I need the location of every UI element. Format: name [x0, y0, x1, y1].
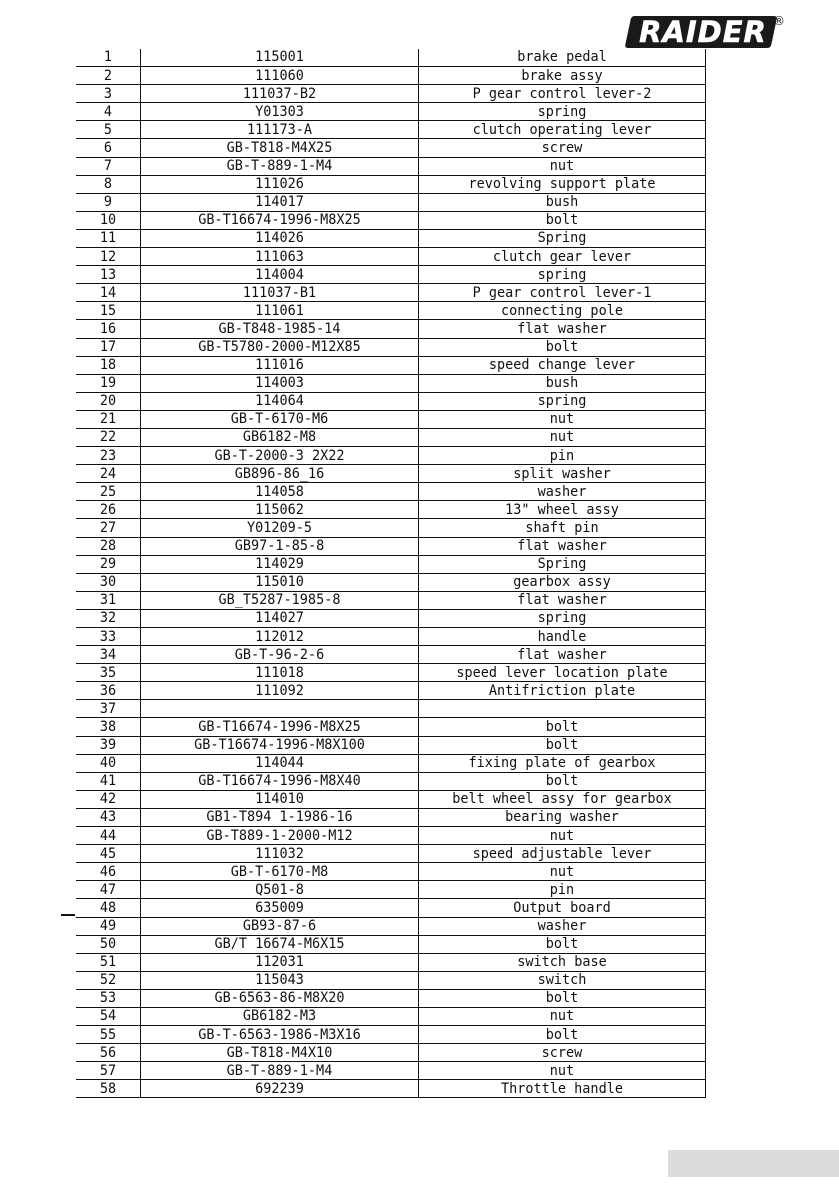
part-number-cell: 23	[76, 446, 141, 465]
part-code-cell: 115062	[141, 500, 419, 519]
part-code-cell: 111016	[141, 356, 419, 375]
table-row	[76, 248, 706, 266]
part-description-cell: 13" wheel assy	[419, 500, 706, 519]
page-number-tab	[668, 1150, 839, 1177]
part-number-cell: 42	[76, 790, 141, 809]
part-code-cell: 114044	[141, 754, 419, 773]
part-number-cell: 56	[76, 1043, 141, 1062]
table-row	[76, 718, 706, 736]
part-number-cell: 9	[76, 193, 141, 212]
part-number-cell: 57	[76, 1061, 141, 1080]
table-row	[76, 899, 706, 917]
part-number-cell: 58	[76, 1079, 141, 1098]
table-row	[76, 845, 706, 863]
table-row	[76, 428, 706, 446]
table-row	[76, 501, 706, 519]
table-row	[76, 49, 706, 67]
table-row	[76, 139, 706, 157]
part-description-cell: bush	[419, 193, 706, 212]
part-number-cell: 37	[76, 699, 141, 718]
part-description-cell: P gear control lever-1	[419, 283, 706, 302]
part-code-cell: 114010	[141, 790, 419, 809]
part-description-cell: brake assy	[419, 66, 706, 85]
part-code-cell: GB6182-M8	[141, 428, 419, 447]
part-description-cell: clutch gear lever	[419, 247, 706, 266]
part-number-cell: 3	[76, 84, 141, 103]
part-description-cell: washer	[419, 482, 706, 501]
part-description-cell: spring	[419, 392, 706, 411]
part-number-cell: 16	[76, 319, 141, 338]
part-description-cell: switch base	[419, 953, 706, 972]
part-number-cell: 6	[76, 139, 141, 158]
table-row	[76, 772, 706, 790]
part-code-cell: 111037-B1	[141, 283, 419, 302]
table-row	[76, 85, 706, 103]
table-row	[76, 229, 706, 247]
part-number-cell: 48	[76, 898, 141, 917]
part-number-cell: 44	[76, 826, 141, 845]
part-code-cell: GB97-1-85-8	[141, 537, 419, 556]
part-code-cell: GB-T-6170-M8	[141, 862, 419, 881]
part-code-cell: 111092	[141, 681, 419, 700]
table-row	[76, 211, 706, 229]
part-code-cell: GB-T5780-2000-M12X85	[141, 338, 419, 357]
part-description-cell: revolving support plate	[419, 175, 706, 194]
table-row	[76, 1044, 706, 1062]
part-number-cell: 51	[76, 953, 141, 972]
part-description-cell: spring	[419, 265, 706, 284]
part-number-cell: 25	[76, 482, 141, 501]
part-number-cell: 8	[76, 175, 141, 194]
part-description-cell: nut	[419, 1061, 706, 1080]
part-description-cell: washer	[419, 917, 706, 936]
part-description-cell: pin	[419, 446, 706, 465]
table-row	[76, 682, 706, 700]
part-description-cell: bolt	[419, 338, 706, 357]
part-description-cell: handle	[419, 627, 706, 646]
part-description-cell: spring	[419, 609, 706, 628]
table-row	[76, 157, 706, 175]
part-code-cell: GB-T818-M4X25	[141, 139, 419, 158]
part-code-cell: GB-T16674-1996-M8X40	[141, 772, 419, 791]
part-code-cell: 114058	[141, 482, 419, 501]
table-row	[76, 646, 706, 664]
part-code-cell: 114026	[141, 229, 419, 248]
part-code-cell: Y01209-5	[141, 518, 419, 537]
part-code-cell: GB-6563-86-M8X20	[141, 989, 419, 1008]
part-code-cell: GB/T 16674-M6X15	[141, 935, 419, 954]
part-description-cell: bearing washer	[419, 808, 706, 827]
part-description-cell: Antifriction plate	[419, 681, 706, 700]
part-number-cell: 20	[76, 392, 141, 411]
part-number-cell: 27	[76, 518, 141, 537]
part-code-cell: 111060	[141, 66, 419, 85]
part-description-cell: nut	[419, 862, 706, 881]
part-description-cell: bush	[419, 374, 706, 393]
part-number-cell: 19	[76, 374, 141, 393]
brand-logo: RAIDER	[639, 15, 767, 49]
part-code-cell: 111061	[141, 301, 419, 320]
part-number-cell: 21	[76, 410, 141, 429]
part-description-cell: Throttle handle	[419, 1079, 706, 1098]
part-description-cell: speed change lever	[419, 356, 706, 375]
part-description-cell: Output board	[419, 898, 706, 917]
table-row	[76, 827, 706, 845]
part-description-cell: nut	[419, 1007, 706, 1026]
table-row	[76, 736, 706, 754]
part-description-cell	[419, 699, 706, 718]
part-description-cell: flat washer	[419, 645, 706, 664]
part-number-cell: 45	[76, 844, 141, 863]
table-row	[76, 410, 706, 428]
table-row	[76, 266, 706, 284]
part-code-cell: 115010	[141, 573, 419, 592]
part-code-cell: 114003	[141, 374, 419, 393]
part-code-cell: GB_T5287-1985-8	[141, 591, 419, 610]
part-description-cell: screw	[419, 139, 706, 158]
part-code-cell: 114027	[141, 609, 419, 628]
part-code-cell: 115001	[141, 49, 419, 67]
part-description-cell: P gear control lever-2	[419, 84, 706, 103]
table-row	[76, 1080, 706, 1098]
part-description-cell: switch	[419, 971, 706, 990]
table-row	[76, 193, 706, 211]
part-number-cell: 17	[76, 338, 141, 357]
table-row	[76, 953, 706, 971]
part-code-cell: 115043	[141, 971, 419, 990]
part-number-cell: 26	[76, 500, 141, 519]
part-code-cell: 111032	[141, 844, 419, 863]
table-row	[76, 573, 706, 591]
part-code-cell: 111037-B2	[141, 84, 419, 103]
part-code-cell: GB896-86_16	[141, 464, 419, 483]
table-row	[76, 465, 706, 483]
table-row	[76, 103, 706, 121]
part-description-cell: speed adjustable lever	[419, 844, 706, 863]
part-code-cell: 114064	[141, 392, 419, 411]
part-number-cell: 10	[76, 211, 141, 230]
part-description-cell: split washer	[419, 464, 706, 483]
part-description-cell: bolt	[419, 989, 706, 1008]
part-number-cell: 31	[76, 591, 141, 610]
part-description-cell: bolt	[419, 736, 706, 755]
part-number-cell: 30	[76, 573, 141, 592]
part-description-cell: bolt	[419, 211, 706, 230]
part-number-cell: 32	[76, 609, 141, 628]
part-code-cell: 112031	[141, 953, 419, 972]
part-description-cell: bolt	[419, 935, 706, 954]
part-code-cell: GB-T16674-1996-M8X25	[141, 718, 419, 737]
table-row	[76, 356, 706, 374]
table-row	[76, 1007, 706, 1025]
part-number-cell: 18	[76, 356, 141, 375]
part-code-cell: GB93-87-6	[141, 917, 419, 936]
part-number-cell: 5	[76, 120, 141, 139]
part-number-cell: 34	[76, 645, 141, 664]
table-row	[76, 121, 706, 139]
part-number-cell: 28	[76, 537, 141, 556]
part-description-cell: nut	[419, 157, 706, 176]
part-number-cell: 7	[76, 157, 141, 176]
part-number-cell: 2	[76, 66, 141, 85]
part-code-cell: GB-T-6170-M6	[141, 410, 419, 429]
part-code-cell: Q501-8	[141, 880, 419, 899]
part-number-cell: 49	[76, 917, 141, 936]
table-row	[76, 338, 706, 356]
table-row	[76, 700, 706, 718]
part-code-cell: 111063	[141, 247, 419, 266]
table-row	[76, 555, 706, 573]
part-code-cell: GB-T-889-1-M4	[141, 1061, 419, 1080]
parts-table-body	[76, 49, 706, 1098]
part-description-cell: Spring	[419, 555, 706, 574]
part-number-cell: 36	[76, 681, 141, 700]
part-description-cell: bolt	[419, 718, 706, 737]
table-row	[76, 917, 706, 935]
table-row	[76, 754, 706, 772]
part-number-cell: 38	[76, 718, 141, 737]
row-marker-dash	[61, 914, 75, 916]
table-row	[76, 863, 706, 881]
table-row	[76, 483, 706, 501]
part-number-cell: 43	[76, 808, 141, 827]
part-number-cell: 14	[76, 283, 141, 302]
part-description-cell: fixing plate of gearbox	[419, 754, 706, 773]
part-code-cell: 111026	[141, 175, 419, 194]
table-row	[76, 374, 706, 392]
part-description-cell: Spring	[419, 229, 706, 248]
part-description-cell: bolt	[419, 1025, 706, 1044]
part-description-cell: nut	[419, 826, 706, 845]
part-description-cell: flat washer	[419, 591, 706, 610]
table-row	[76, 447, 706, 465]
part-description-cell: screw	[419, 1043, 706, 1062]
part-description-cell: flat washer	[419, 319, 706, 338]
part-number-cell: 1	[76, 49, 141, 67]
table-row	[76, 790, 706, 808]
part-code-cell: 692239	[141, 1079, 419, 1098]
table-row	[76, 808, 706, 826]
part-number-cell: 35	[76, 663, 141, 682]
part-code-cell: GB-T-6563-1986-M3X16	[141, 1025, 419, 1044]
part-code-cell: GB-T-96-2-6	[141, 645, 419, 664]
table-row	[76, 628, 706, 646]
part-number-cell: 12	[76, 247, 141, 266]
part-number-cell: 50	[76, 935, 141, 954]
table-row	[76, 320, 706, 338]
part-code-cell: 111018	[141, 663, 419, 682]
table-row	[76, 284, 706, 302]
part-code-cell: GB-T889-1-2000-M12	[141, 826, 419, 845]
registered-mark: ®	[773, 14, 785, 28]
part-code-cell: 114029	[141, 555, 419, 574]
part-description-cell: shaft pin	[419, 518, 706, 537]
part-description-cell: belt wheel assy for gearbox	[419, 790, 706, 809]
table-row	[76, 664, 706, 682]
part-description-cell: pin	[419, 880, 706, 899]
part-code-cell: GB-T-889-1-M4	[141, 157, 419, 176]
part-code-cell: 635009	[141, 898, 419, 917]
part-description-cell: clutch operating lever	[419, 120, 706, 139]
part-code-cell: Y01303	[141, 102, 419, 121]
table-row	[76, 175, 706, 193]
part-code-cell: 112012	[141, 627, 419, 646]
part-description-cell: bolt	[419, 772, 706, 791]
part-number-cell: 33	[76, 627, 141, 646]
part-code-cell: GB-T16674-1996-M8X100	[141, 736, 419, 755]
table-row	[76, 1026, 706, 1044]
part-code-cell: GB-T818-M4X10	[141, 1043, 419, 1062]
table-row	[76, 302, 706, 320]
table-row	[76, 591, 706, 609]
part-code-cell: GB1-T894 1-1986-16	[141, 808, 419, 827]
table-row	[76, 935, 706, 953]
table-row	[76, 881, 706, 899]
table-row	[76, 1062, 706, 1080]
part-description-cell: connecting pole	[419, 301, 706, 320]
part-description-cell: nut	[419, 428, 706, 447]
parts-table	[76, 49, 706, 1098]
table-row	[76, 989, 706, 1007]
part-number-cell: 39	[76, 736, 141, 755]
part-number-cell: 46	[76, 862, 141, 881]
part-code-cell: GB-T16674-1996-M8X25	[141, 211, 419, 230]
part-number-cell: 29	[76, 555, 141, 574]
part-code-cell: GB-T848-1985-14	[141, 319, 419, 338]
part-code-cell: 114017	[141, 193, 419, 212]
part-number-cell: 15	[76, 301, 141, 320]
part-description-cell: brake pedal	[419, 49, 706, 67]
part-number-cell: 13	[76, 265, 141, 284]
part-code-cell: GB-T-2000-3 2X22	[141, 446, 419, 465]
table-row	[76, 392, 706, 410]
part-number-cell: 22	[76, 428, 141, 447]
part-description-cell: flat washer	[419, 537, 706, 556]
part-number-cell: 53	[76, 989, 141, 1008]
part-number-cell: 4	[76, 102, 141, 121]
table-row	[76, 519, 706, 537]
part-number-cell: 52	[76, 971, 141, 990]
table-row	[76, 67, 706, 85]
part-number-cell: 40	[76, 754, 141, 773]
part-description-cell: speed lever location plate	[419, 663, 706, 682]
part-code-cell: 111173-A	[141, 120, 419, 139]
part-code-cell	[141, 699, 419, 718]
part-code-cell: GB6182-M3	[141, 1007, 419, 1026]
part-number-cell: 55	[76, 1025, 141, 1044]
part-number-cell: 24	[76, 464, 141, 483]
part-code-cell: 114004	[141, 265, 419, 284]
part-number-cell: 47	[76, 880, 141, 899]
table-row	[76, 609, 706, 627]
table-row	[76, 537, 706, 555]
part-description-cell: nut	[419, 410, 706, 429]
part-number-cell: 11	[76, 229, 141, 248]
part-description-cell: gearbox assy	[419, 573, 706, 592]
table-row	[76, 971, 706, 989]
part-number-cell: 41	[76, 772, 141, 791]
part-number-cell: 54	[76, 1007, 141, 1026]
part-description-cell: spring	[419, 102, 706, 121]
